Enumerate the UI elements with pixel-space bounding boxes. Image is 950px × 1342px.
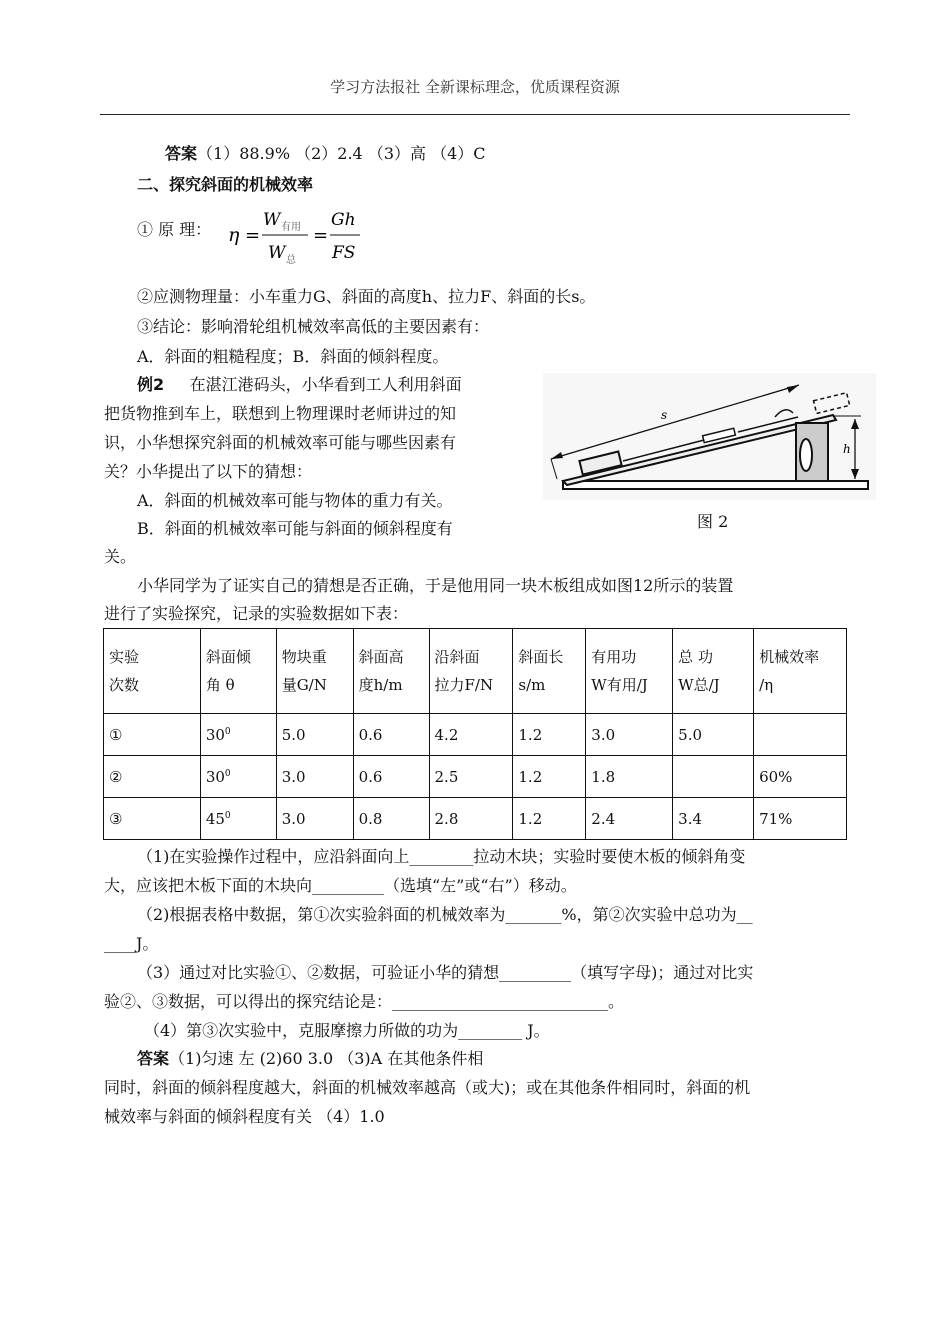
table-row: ② $30^0$ 3.0 0.6 2.5 1.2 1.8 60% [104,756,847,798]
example-text-1: 在湛江港码头，小华看到工人利用斜面 [189,375,462,394]
answer-1-text: （1）88.9% （2）2.4 （3）高 （4）C [197,144,486,163]
svg-text:FS: FS [332,243,356,263]
answer-1-label: 答案 [165,144,198,163]
table-header-row [104,629,847,714]
page-header: 学习方法报社 全新课标理念，优质课程资源 [330,78,620,96]
example-line-4: 关？小华提出了以下的猜想： [104,462,313,481]
principle-label: ① 原 理： [137,220,212,239]
question-line-3: （2)根据表格中数据，第①次实验斜面的机械效率为_______%，第②次实验中总功为__ [137,905,753,924]
experiment-table [103,628,847,840]
factors-line: A．斜面的粗糙程度；B．斜面的倾斜程度。 [137,347,449,366]
example-line-3: 识，小华想探究斜面的机械效率可能与哪些因素有 [104,433,457,452]
answer-2-label: 答案 [137,1049,170,1068]
guess-a-line: A．斜面的机械效率可能与物体的重力有关。 [137,491,453,510]
question-line-1: （1)在实验操作过程中，应沿斜面向上________拉动木块；实验时要使木板的倾斜角变 [137,847,746,866]
table-row: ① $30^0$ 5.0 0.6 4.2 1.2 3.0 5.0 [104,714,847,756]
header-cell: 沿斜面 拉力F/N [429,629,513,714]
header-cell: 实验 次数 [104,629,201,714]
question-line-4: ____J。 [104,934,159,953]
header-divider [100,114,850,115]
header-cell: 斜面高 度h/m [353,629,429,714]
question-line-7: （4）第③次实验中，克服摩擦力所做的功为________ J。 [144,1021,550,1040]
efficiency-formula [226,203,376,267]
svg-text:总: 总 [286,255,296,266]
header-cell: 物块重 量G/N [276,629,353,714]
figure-label-s: s [661,408,668,422]
guess-b-line-end: 关。 [104,547,137,566]
conclusion-line: ③结论：影响滑轮组机械效率高低的主要因素有： [137,317,490,336]
answer-2-line-3: 械效率与斜面的倾斜程度有关 （4）1.0 [104,1107,385,1126]
svg-text:W: W [263,210,281,230]
question-line-6: 验②、③数据，可以得出的探究结论是：___________________________。 [104,992,625,1011]
header-cell: 机械效率 /η [754,629,847,714]
question-line-2: 大，应该把木板下面的木块向_________（选填“左”或“右”）移动。 [104,876,577,895]
header-cell: 斜面长 s/m [513,629,586,714]
incline-diagram [543,373,876,500]
header-cell: 斜面倾 角 θ [200,629,276,714]
measure-line: ②应测物理量：小车重力G、斜面的高度h、拉力F、斜面的长s。 [137,287,596,306]
svg-text:=: = [245,225,261,246]
header-cell: 总 功 W总/J [673,629,754,714]
svg-text:Gh: Gh [331,210,356,230]
formula-svg [226,203,376,267]
svg-text:有用: 有用 [281,222,301,233]
svg-text:W: W [268,243,286,263]
intro-line-1: 小华同学为了证实自己的猜想是否正确，于是他用同一块木板组成如图12所示的装置 [137,576,734,595]
question-line-5: （3）通过对比实验①、②数据，可验证小华的猜想_________（填写字母)；通过对比实 [137,963,754,982]
figure-caption: 图 2 [697,512,729,531]
section-title: 二、探究斜面的机械效率 [137,175,314,194]
intro-line-2: 进行了实验探究，记录的实验数据如下表： [104,604,409,623]
example-line-2: 把货物推到车上，联想到上物理课时老师讲过的知 [104,404,457,423]
example-label: 例2 [137,375,165,394]
incline-figure [543,373,876,500]
answer-1-line [165,143,486,165]
figure-label-h: h [843,442,851,456]
example-line-1 [137,374,462,396]
answer-2-line-2: 同时，斜面的倾斜程度越大，斜面的机械效率越高（或大)；或在其他条件相同时，斜面的机 [104,1078,751,1097]
svg-text:η: η [228,224,240,246]
header-cell: 有用功 W有用/J [586,629,673,714]
table-row: ③ $45^0$ 3.0 0.8 2.8 1.2 2.4 3.4 71% [104,798,847,840]
guess-b-line: B．斜面的机械效率可能与斜面的倾斜程度有 [137,519,453,538]
answer-2-text-1: （1)匀速 左 (2)60 3.0 （3)A 在其他条件相 [169,1049,484,1068]
svg-text:=: = [313,225,329,246]
answer-2-line-1 [137,1048,483,1070]
